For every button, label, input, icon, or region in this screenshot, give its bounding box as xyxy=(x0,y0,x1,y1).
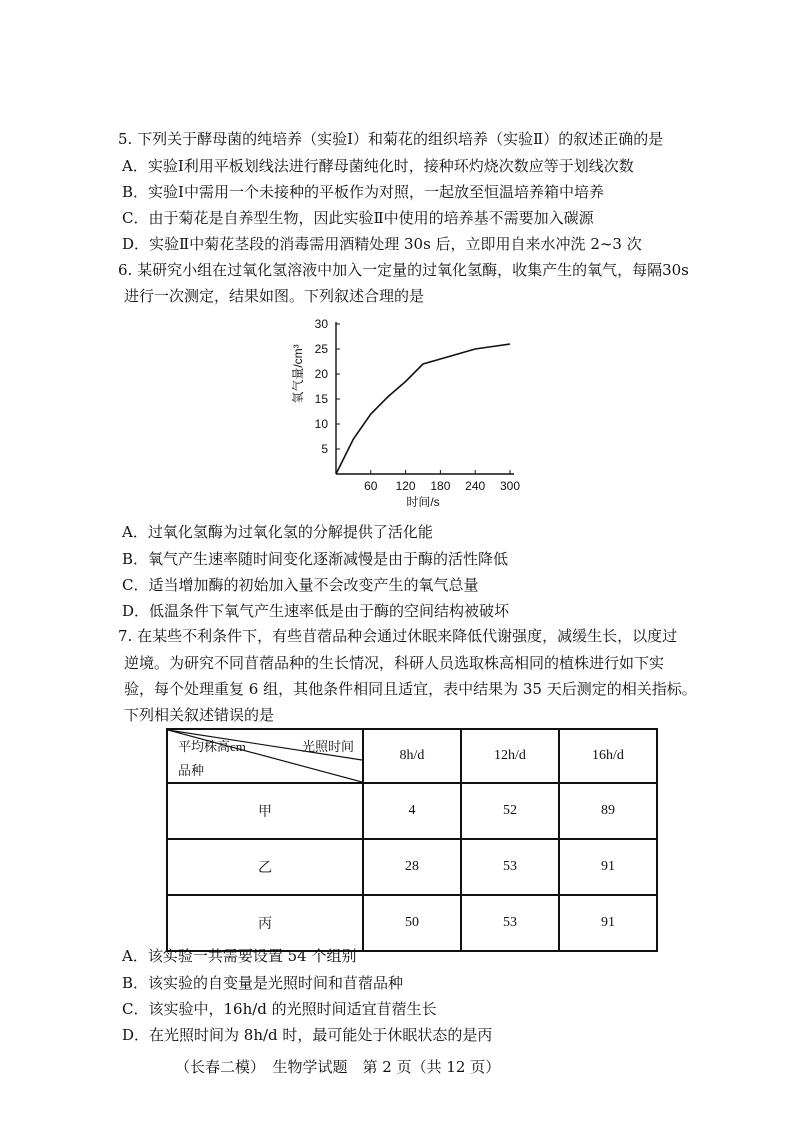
q6-option-d: D．低温条件下氧气产生速率低是由于酶的空间结构被破坏 xyxy=(122,602,510,620)
q5-option-b: B．实验Ⅰ中需用一个未接种的平板作为对照，一起放至恒温培养箱中培养 xyxy=(122,183,604,201)
col-header: 16h/d xyxy=(559,729,657,783)
y-tick-label: 15 xyxy=(314,392,328,406)
col-header: 12h/d xyxy=(461,729,559,783)
q7-option-a: A．该实验一共需要设置 54 个组别 xyxy=(122,947,357,965)
q6-stem-line2: 进行一次测定，结果如图。下列叙述合理的是 xyxy=(124,287,425,305)
q5-option-c: C．由于菊花是自养型生物，因此实验Ⅱ中使用的培养基不需要加入碳源 xyxy=(122,209,594,227)
x-tick-label: 120 xyxy=(395,479,416,493)
table-cell: 53 xyxy=(461,839,559,895)
table-row xyxy=(167,783,657,839)
x-tick-label: 240 xyxy=(465,479,486,493)
table-row xyxy=(167,895,657,951)
q7-stem-line2: 逆境。为研究不同苜蓿品种的生长情况，科研人员选取株高相同的植株进行如下实 xyxy=(124,654,665,672)
y-axis-label: 氧气量/cm³ xyxy=(291,344,305,404)
y-tick-label: 25 xyxy=(314,342,328,356)
q6-stem-line1: 6. 某研究小组在过氧化氢溶液中加入一定量的过氧化氢酶，收集产生的氧气，每隔30s xyxy=(118,261,689,279)
table-cell: 52 xyxy=(461,783,559,839)
table-cell: 91 xyxy=(559,839,657,895)
corner-label-light: 光照时间 xyxy=(301,739,354,754)
q5-stem: 5. 下列关于酵母菌的纯培养（实验Ⅰ）和菊花的组织培养（实验Ⅱ）的叙述正确的是 xyxy=(118,130,664,148)
table-cell: 53 xyxy=(461,895,559,951)
x-tick-label: 60 xyxy=(364,479,378,493)
q7-data-table xyxy=(166,728,658,952)
table-cell: 4 xyxy=(363,783,461,839)
table-cell: 89 xyxy=(559,783,657,839)
table-cell: 50 xyxy=(363,895,461,951)
y-tick-label: 30 xyxy=(314,317,328,331)
table-header-row xyxy=(167,729,657,783)
q7-option-d: D．在光照时间为 8h/d 时，最可能处于休眠状态的是丙 xyxy=(122,1026,493,1044)
q6-option-c: C．适当增加酶的初始加入量不会改变产生的氧气总量 xyxy=(122,576,479,594)
row-label: 乙 xyxy=(167,839,363,895)
table-cell: 91 xyxy=(559,895,657,951)
x-tick-label: 300 xyxy=(499,479,521,493)
q5-option-a: A．实验Ⅰ利用平板划线法进行酵母菌纯化时，接种环灼烧次数应等于划线次数 xyxy=(122,157,634,175)
page-footer: （长春二模） 生物学试题 第 2 页（共 12 页） xyxy=(175,1058,501,1076)
q7-stem-line3: 验，每个处理重复 6 组，其他条件相同且适宜，表中结果为 35 天后测定的相关指标。 xyxy=(124,680,697,698)
q6-option-a: A．过氧化氢酶为过氧化氢的分解提供了活化能 xyxy=(122,523,433,541)
q7-option-c: C．该实验中，16h/d 的光照时间适宜苜蓿生长 xyxy=(122,1000,437,1018)
table-row xyxy=(167,839,657,895)
oxygen-chart xyxy=(280,308,540,520)
row-label: 丙 xyxy=(167,895,363,951)
col-header: 8h/d xyxy=(363,729,461,783)
row-label: 甲 xyxy=(167,783,363,839)
q7-stem-line4: 下列相关叙述错误的是 xyxy=(124,706,275,724)
y-tick-label: 20 xyxy=(314,367,328,381)
q6-option-b: B．氧气产生速率随时间变化逐渐减慢是由于酶的活性降低 xyxy=(122,550,509,568)
y-tick-label: 10 xyxy=(314,417,328,431)
corner-label-height: 平均株高cm xyxy=(178,739,246,754)
table-cell: 28 xyxy=(363,839,461,895)
oxygen-line xyxy=(336,344,510,474)
x-axis-label: 时间/s xyxy=(406,495,440,509)
table-corner-cell xyxy=(167,729,363,783)
corner-label-variety: 品种 xyxy=(178,763,205,778)
x-tick-label: 180 xyxy=(430,479,451,493)
q5-option-d: D．实验Ⅱ中菊花茎段的消毒需用酒精处理 30s 后，立即用自来水冲洗 2~3 次 xyxy=(122,235,642,253)
y-tick-label: 5 xyxy=(321,442,328,456)
q7-stem-line1: 7. 在某些不利条件下，有些苜蓿品种会通过休眠来降低代谢强度，减缓生长，以度过 xyxy=(118,627,678,645)
q7-option-b: B．该实验的自变量是光照时间和苜蓿品种 xyxy=(122,974,404,992)
